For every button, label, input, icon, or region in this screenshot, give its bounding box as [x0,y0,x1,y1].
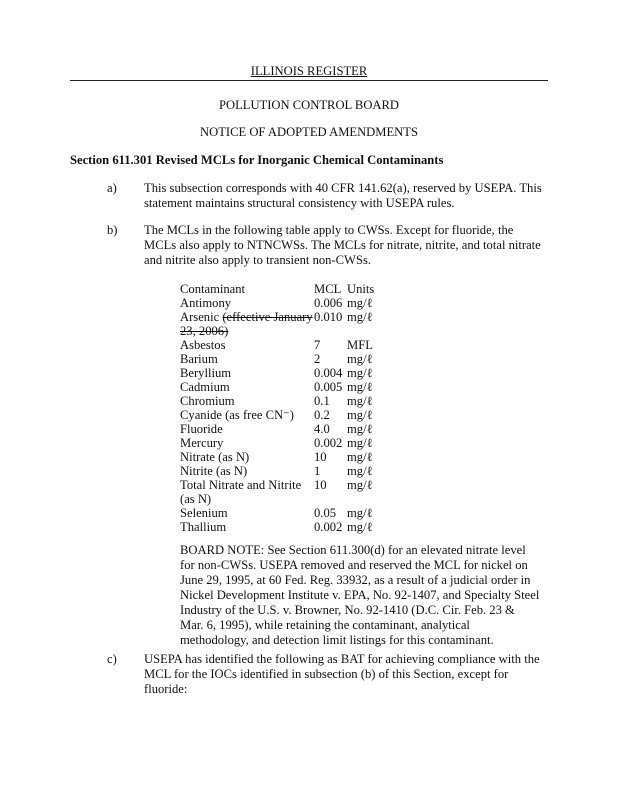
header-rule [70,80,548,81]
table-row [180,338,387,352]
register-header: ILLINOIS REGISTER [250,64,368,78]
notice-title: NOTICE OF ADOPTED AMENDMENTS [200,125,418,139]
mcl-cell: 0.05 [314,506,337,520]
units-cell: mg/ℓ [347,408,373,422]
subsection-b-label: b) [107,223,118,237]
mcl-cell: 0.005 [314,380,343,394]
struck-text: (effective January 23, 2006) [180,310,313,338]
section-title: Section 611.301 Revised MCLs for Inorganic Chemical Contaminants [70,153,444,167]
units-cell: mg/ℓ [347,366,373,380]
subsection-a-label: a) [107,181,117,195]
table-row [180,366,387,380]
subsection-b-text: The MCLs in the following table apply to CWSs. Except for fluoride, the MCLs also apply to NTNCWSs. The MCLs for nitrate, nitrite, and total nitrate and nitrite also apply to transient non-CWSs. [144,223,541,267]
column-header-contaminant: Contaminant [180,282,246,296]
mcl-cell: 0.004 [314,366,343,380]
table-row [180,478,387,506]
contaminant-cell: Cyanide (as free CN⁻) [180,408,295,422]
board-note: BOARD NOTE: See Section 611.300(d) for an elevated nitrate level for non-CWSs. USEPA removed and reserved the MCL for nickel on June 29, 1995, at 60 Fed. Reg. 33932, as a result of a judicial order in Nickel Development Institute v. EPA, No. 92-1407, and Specialty Steel Industry of the U.S. v. Browner, No. 92-1410 (D.C. Cir. Feb. 23 & Mar. 6, 1995), while retaining the contaminant, analytical methodology, and detection limit listings for this contaminant. [180,543,540,647]
table-row [180,436,387,450]
table-row [180,310,387,338]
contaminant-cell: Nitrite (as N) [180,464,248,478]
units-cell: mg/ℓ [347,464,373,478]
units-cell: mg/ℓ [347,296,373,310]
mcl-cell: 0.1 [314,394,330,408]
contaminant-cell: Barium [180,352,218,366]
contaminant-cell: Nitrate (as N) [180,450,250,464]
units-cell: mg/ℓ [347,352,373,366]
contaminant-cell: Thallium [180,520,227,534]
contaminant-cell: Beryllium [180,366,232,380]
units-cell: mg/ℓ [347,450,373,464]
units-cell: mg/ℓ [347,394,373,408]
subsection-a-text: This subsection corresponds with 40 CFR 141.62(a), reserved by USEPA. This statement maintains structural consistency with USEPA rules. [144,181,542,210]
table-row [180,394,387,408]
units-cell: mg/ℓ [347,310,373,324]
column-header-mcl: MCL [314,282,342,296]
mcl-cell: 1 [314,464,321,478]
table-header-row [180,282,387,296]
table-row [180,422,387,436]
board-name: POLLUTION CONTROL BOARD [218,98,400,112]
contaminant-cell: Fluoride [180,422,223,436]
mcl-cell: 0.002 [314,520,343,534]
table-row [180,464,387,478]
table-row [180,520,387,534]
units-cell: MFL [347,338,373,352]
mcl-table [180,282,387,534]
table-row [180,352,387,366]
subsection-c-text: USEPA has identified the following as BAT for achieving compliance with the MCL for the IOCs identified in subsection (b) of this Section, except for fluoride: [144,652,540,696]
contaminant-cell: Asbestos [180,338,226,352]
units-cell: mg/ℓ [347,380,373,394]
table-row [180,506,387,520]
subsection-c-label: c) [107,652,117,666]
units-cell: mg/ℓ [347,520,373,534]
table-row [180,296,387,310]
table-row [180,380,387,394]
units-cell: mg/ℓ [347,436,373,450]
mcl-cell: 7 [314,338,321,352]
mcl-cell: 10 [314,478,327,492]
units-cell: mg/ℓ [347,506,373,520]
mcl-cell: 4.0 [314,422,330,436]
column-header-units: Units [347,282,375,296]
table-row [180,450,387,464]
units-cell: mg/ℓ [347,478,373,492]
mcl-cell: 10 [314,450,327,464]
mcl-cell: 0.010 [314,310,343,324]
mcl-cell: 0.006 [314,296,343,310]
contaminant-cell: Antimony [180,296,232,310]
contaminant-cell [180,310,314,338]
units-cell: mg/ℓ [347,422,373,436]
contaminant-cell: Cadmium [180,380,230,394]
mcl-cell: 0.002 [314,436,343,450]
mcl-cell: 0.2 [314,408,330,422]
contaminant-cell: Total Nitrate and Nitrite (as N) [180,478,302,506]
table-row [180,408,387,422]
contaminant-cell: Mercury [180,436,224,450]
contaminant-cell: Selenium [180,506,228,520]
mcl-cell: 2 [314,352,321,366]
contaminant-cell: Chromium [180,394,235,408]
contaminant-name: Arsenic [180,310,220,324]
